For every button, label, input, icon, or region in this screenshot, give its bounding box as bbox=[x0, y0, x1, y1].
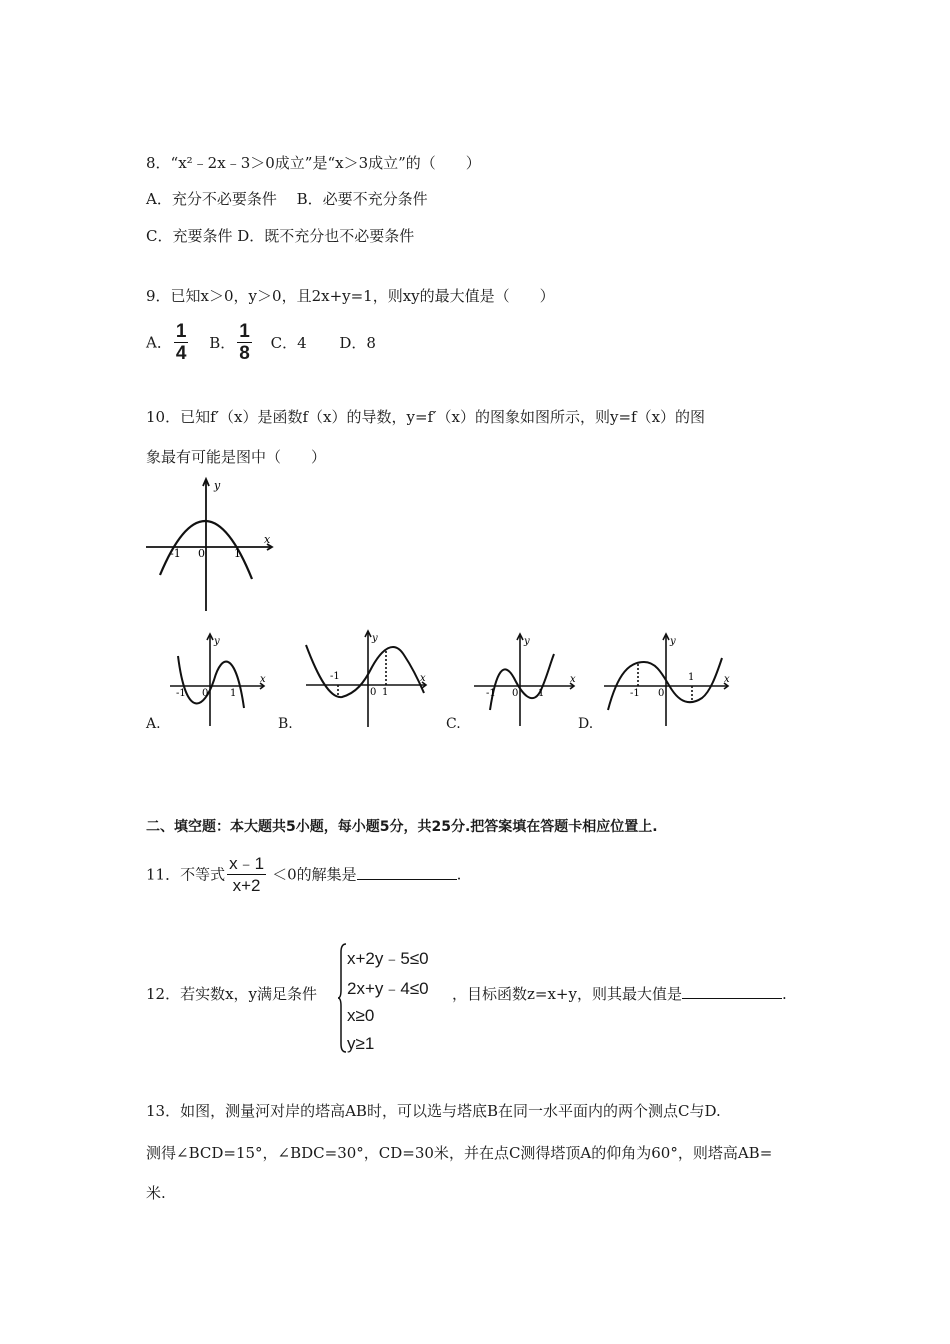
q12-prefix: 12．若实数x，y满足条件 bbox=[146, 985, 318, 1003]
svg-text:x: x bbox=[420, 673, 426, 684]
q11-fraction bbox=[227, 854, 266, 897]
q8-stem: 8．“x²﹣2x﹣3＞0成立”是“x＞3成立”的（ ） bbox=[146, 154, 481, 172]
q12-condition-3: x≥0 bbox=[347, 1006, 375, 1025]
option-a-label: A. bbox=[146, 716, 161, 732]
section2-heading: 二、填空题：本大题共5小题，每小题5分，共25分.把答案填在答题卡相应位置上. bbox=[146, 819, 658, 835]
q12-constraint-system bbox=[338, 942, 452, 1054]
tick-0: 0 bbox=[198, 547, 205, 560]
q11-answer-blank[interactable] bbox=[357, 865, 457, 880]
q8-options-cd: C．充要条件 D．既不充分也不必要条件 bbox=[146, 227, 415, 245]
opt-d-tick-1: 1 bbox=[688, 672, 695, 683]
opt-c-tick-1: 1 bbox=[538, 688, 545, 699]
q10-stem-line2: 象最有可能是图中（ ） bbox=[146, 448, 327, 466]
opt-d-tick-0: 0 bbox=[658, 688, 665, 699]
tick-1: 1 bbox=[234, 547, 241, 560]
svg-text:x: x bbox=[570, 674, 576, 685]
q9-option-b-label: B． bbox=[209, 333, 236, 352]
svg-text:y: y bbox=[524, 636, 530, 647]
q9-option-d: D．8 bbox=[339, 333, 376, 352]
q9-stem: 9．已知x＞0，y＞0，且2x+y=1，则xy的最大值是（ ） bbox=[146, 287, 555, 305]
svg-text:y: y bbox=[372, 633, 378, 644]
option-c-label: C. bbox=[446, 716, 461, 732]
q12-condition-1: x+2y﹣5≤0 bbox=[347, 949, 429, 968]
opt-b-tick-1: 1 bbox=[382, 687, 389, 698]
svg-text:y: y bbox=[670, 636, 676, 647]
option-b-graph bbox=[302, 627, 432, 732]
q12-end: . bbox=[781, 985, 787, 1003]
q9-option-c: C．4 bbox=[270, 333, 307, 352]
opt-d-tick-neg1: -1 bbox=[630, 688, 640, 699]
opt-c-tick-neg1: -1 bbox=[486, 688, 496, 699]
q12-condition-4: y≥1 bbox=[347, 1034, 375, 1053]
opt-a-tick-neg1: -1 bbox=[176, 688, 186, 699]
q10-stem-line1: 10．已知f′（x）是函数f（x）的导数，y=f′（x）的图象如图所示，则y=f（x）的图 bbox=[146, 408, 706, 426]
svg-text:y: y bbox=[214, 636, 220, 647]
q13-line2: 测得∠BCD=15°，∠BDC=30°，CD=30米，并在点C测得塔顶A的仰角为60°，则塔高AB= bbox=[146, 1144, 773, 1162]
y-label: y bbox=[214, 479, 221, 492]
q11-end: . bbox=[456, 865, 462, 884]
q11-prefix: 11．不等式 bbox=[146, 865, 226, 884]
svg-text:x: x bbox=[260, 674, 266, 685]
q12-suffix: ，目标函数z=x+y，则其最大值是 bbox=[452, 985, 682, 1003]
derivative-graph bbox=[140, 475, 280, 615]
q11-suffix: ＜0的解集是 bbox=[272, 865, 357, 884]
q13-line3: 米. bbox=[146, 1184, 166, 1202]
option-b-label: B. bbox=[278, 716, 293, 732]
opt-c-tick-0: 0 bbox=[512, 688, 519, 699]
q12-suffix-line bbox=[452, 983, 787, 1004]
opt-b-tick-neg1: -1 bbox=[330, 671, 340, 682]
option-a-graph bbox=[164, 630, 274, 730]
q9-a-denominator: 4 bbox=[175, 343, 187, 364]
opt-b-tick-0: 0 bbox=[370, 687, 377, 698]
tick-neg1: -1 bbox=[170, 547, 181, 560]
q9-b-denominator: 8 bbox=[239, 343, 250, 364]
q11-numerator: x﹣1 bbox=[229, 854, 265, 873]
q8-options-ab: A．充分不必要条件 B．必要不充分条件 bbox=[146, 190, 428, 208]
q9-a-numerator: 1 bbox=[175, 321, 187, 342]
q9-option-a-label: A． bbox=[146, 333, 172, 352]
option-c-graph bbox=[470, 630, 580, 730]
x-label: x bbox=[264, 533, 271, 546]
opt-a-tick-1: 1 bbox=[230, 688, 237, 699]
option-d-graph bbox=[600, 630, 735, 730]
q12-answer-blank[interactable] bbox=[682, 984, 782, 999]
q9-b-numerator: 1 bbox=[239, 321, 250, 342]
q9-option-b-fraction bbox=[237, 322, 252, 365]
option-d-label: D. bbox=[578, 716, 594, 732]
opt-a-tick-0: 0 bbox=[202, 688, 209, 699]
svg-text:x: x bbox=[724, 674, 730, 685]
q13-line1: 13．如图，测量河对岸的塔高AB时，可以选与塔底B在同一水平面内的两个测点C与D. bbox=[146, 1102, 721, 1120]
q11-denominator: x+2 bbox=[232, 876, 261, 895]
q9-option-a-fraction bbox=[174, 322, 189, 365]
q9-options bbox=[146, 322, 376, 365]
q11-line bbox=[146, 854, 461, 897]
q12-condition-2: 2x+y﹣4≤0 bbox=[347, 979, 429, 998]
